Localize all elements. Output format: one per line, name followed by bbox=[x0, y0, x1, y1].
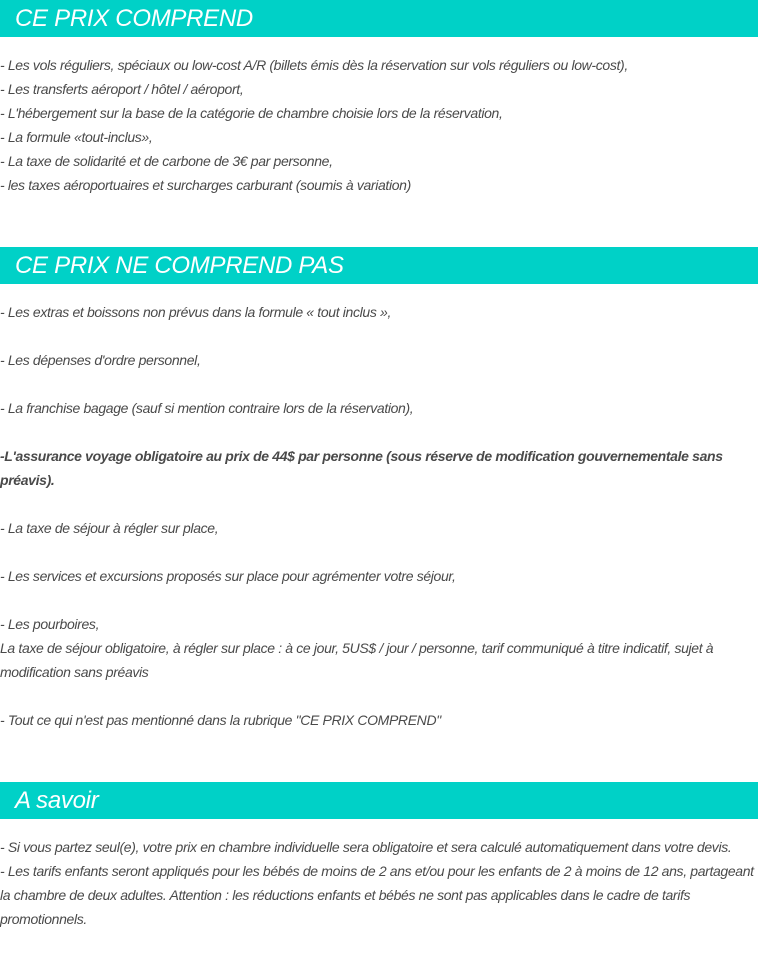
list-item-insurance: -L'assurance voyage obligatoire au prix de 44$ par personne (sous réserve de modification gouvernementale sans préavis). bbox=[0, 448, 723, 488]
list-item: - Tout ce qui n'est pas mentionné dans la rubrique "CE PRIX COMPREND" bbox=[0, 712, 441, 728]
not-included-list bbox=[0, 300, 756, 732]
a-savoir-list bbox=[0, 835, 756, 931]
list-item: - Les extras et boissons non prévus dans la formule « tout inclus », bbox=[0, 304, 391, 320]
list-item: - Les tarifs enfants seront appliqués pour les bébés de moins de 2 ans et/ou pour les enfants de 2 à moins de 12 ans, partageant la chambre de deux adultes. Attention : les réductions enfants et bébés ne sont pas applicables dans le cadre de tarifs promotionnels. bbox=[0, 863, 754, 927]
list-item: - Si vous partez seul(e), votre prix en chambre individuelle sera obligatoire et sera calculé automatiquement dans votre devis. bbox=[0, 839, 732, 855]
list-item: - La formule «tout-inclus», bbox=[0, 129, 153, 145]
list-item: - Les services et excursions proposés sur place pour agrémenter votre séjour, bbox=[0, 568, 456, 584]
list-item: - les taxes aéroportuaires et surcharges carburant (soumis à variation) bbox=[0, 177, 411, 193]
list-item: - Les vols réguliers, spéciaux ou low-cost A/R (billets émis dès la réservation sur vols réguliers ou low-cost), bbox=[0, 57, 628, 73]
list-item: - Les transferts aéroport / hôtel / aéroport, bbox=[0, 81, 244, 97]
list-item: - Les pourboires, bbox=[0, 616, 100, 632]
section-header-not-included: CE PRIX NE COMPREND PAS bbox=[0, 247, 758, 284]
list-item: - Les dépenses d'ordre personnel, bbox=[0, 352, 201, 368]
section-header-included: CE PRIX COMPREND bbox=[0, 0, 758, 37]
section-header-a-savoir: A savoir bbox=[0, 782, 758, 819]
list-item: La taxe de séjour obligatoire, à régler sur place : à ce jour, 5US$ / jour / personne, tarif communiqué à titre indicatif, sujet à modification sans préavis bbox=[0, 640, 714, 680]
list-item: - La taxe de séjour à régler sur place, bbox=[0, 520, 219, 536]
list-item: - La franchise bagage (sauf si mention contraire lors de la réservation), bbox=[0, 400, 414, 416]
list-item: - La taxe de solidarité et de carbone de 3€ par personne, bbox=[0, 153, 333, 169]
list-item: - L'hébergement sur la base de la catégorie de chambre choisie lors de la réservation, bbox=[0, 105, 503, 121]
included-list bbox=[0, 53, 756, 197]
